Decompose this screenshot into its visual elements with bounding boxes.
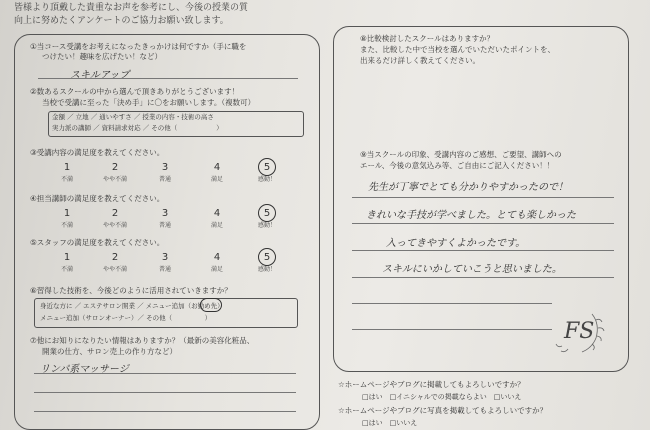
footer-q1-options: □はい □イニシャルでの掲載ならよい □いいえ	[362, 393, 522, 401]
scale-number: 4	[213, 162, 221, 173]
intro-text	[14, 2, 314, 28]
scale-label: 不満	[60, 222, 73, 229]
q7-line-2: 開業の仕方、サロン売上の作り方など）	[42, 347, 177, 356]
footer-q1-text: ☆ホームページやブログに掲載してもよろしいですか？	[338, 380, 525, 389]
q9-answer-line-5	[352, 303, 552, 304]
scale-label: 感動！	[257, 222, 276, 229]
scale-label: 不満	[60, 176, 73, 183]
scale-label: 満足	[210, 176, 223, 183]
q9-answer-line-3	[352, 250, 614, 251]
q8-line-2: また、比較した中で当校を選んでいただいたポイントを、	[360, 45, 555, 54]
selected-rating-circle	[258, 204, 276, 222]
q8-line-1: ⑧比較検討したスクールはありますか？	[360, 34, 495, 43]
intro-line-2: 向上に努めたくアンケートのご協力お願い致します。	[14, 16, 229, 26]
q9-line-2: エール、今後の意気込み等、ご自由にご記入ください！！	[360, 161, 555, 170]
q9-answer-line-4	[352, 277, 614, 278]
q1-answer-line	[38, 78, 298, 79]
q2-options-row-2: 実力派の講師 ／ 資料請求対応 ／ その他（ ）	[52, 124, 223, 132]
q9-line-1: ⑨当スクールの印象、受講内容のご感想、ご要望、講師への	[360, 150, 562, 159]
q2-options-row-1: 金額 ／ 立地 ／ 通いやすさ ／ 授業の内容・技術の高さ	[52, 113, 214, 121]
scale-number: 5	[263, 208, 271, 219]
q2-line-1: ②数あるスクールの中から選んで頂きありがとうございます！	[30, 87, 240, 96]
selected-rating-circle	[258, 158, 276, 176]
selected-rating-circle	[258, 248, 276, 266]
q9-answer-line-1	[352, 197, 614, 198]
q9-handwritten-answer-4: スキルにいかしていこうと思いました。	[382, 264, 562, 275]
q7-answer-line-1	[34, 373, 296, 374]
q8-line-3: 出来るだけ詳しく教えてください。	[360, 56, 480, 65]
scale-label: 感動！	[257, 176, 276, 183]
q4-rating-scale	[52, 208, 302, 234]
q5-text: ⑤スタッフの満足度を教えてください。	[30, 238, 165, 247]
q1-line-1: ①当コース受講をお考えになったきっかけは何ですか（手に職を	[30, 42, 247, 51]
selected-option-circle	[200, 298, 222, 312]
scale-number: 3	[161, 208, 169, 219]
scale-label: やや不満	[102, 222, 127, 229]
q9-answer-line-6	[352, 329, 552, 330]
scale-label: 満足	[210, 266, 223, 273]
scale-number: 4	[213, 252, 221, 263]
q7-answer-line-3	[34, 411, 296, 412]
scale-number: 1	[63, 208, 71, 219]
q7-answer-line-2	[34, 392, 296, 393]
scale-number: 2	[111, 208, 119, 219]
q9-handwritten-answer-3: 入ってきやすくよかったです。	[386, 238, 526, 249]
q1-handwritten-answer: スキルアップ	[70, 70, 130, 81]
footer-q2-options: □はい □いいえ	[362, 419, 418, 427]
scale-label: 普通	[158, 176, 171, 183]
scale-number: 2	[111, 252, 119, 263]
q6-options-row-1: 身近な方に ／ エステサロン開業 ／ メニュー追加（お勤め先）	[40, 302, 224, 310]
scale-label: 普通	[158, 222, 171, 229]
scale-number: 3	[161, 162, 169, 173]
q9-answer-line-2	[352, 223, 614, 224]
scale-number: 3	[161, 252, 169, 263]
logo-monogram-text: FS	[564, 319, 595, 344]
q4-text: ④担当講師の満足度を教えてください。	[30, 194, 165, 203]
q3-text: ③受講内容の満足度を教えてください。	[30, 148, 165, 157]
q5-rating-scale	[52, 252, 302, 278]
scale-label: やや不満	[102, 266, 127, 273]
scale-number: 1	[63, 162, 71, 173]
scale-label: やや不満	[102, 176, 127, 183]
scale-number: 2	[111, 162, 119, 173]
q1-line-2: つけたい！趣味を広げたい！など）	[42, 52, 162, 61]
scale-label: 不満	[60, 266, 73, 273]
footer-q2-text: ☆ホームページやブログに写真を掲載してもよろしいですか？	[338, 406, 548, 415]
fs-monogram-logo	[552, 306, 608, 356]
q6-options-row-2: メニュー追加（サロンオーナー）／ その他（ ）	[40, 314, 212, 322]
q9-handwritten-answer-2: きれいな手技が学べました。とても楽しかった	[366, 210, 576, 221]
q9-handwritten-answer-1: 先生が丁寧でとても分かりやすかったので！	[368, 182, 568, 193]
scale-number: 5	[263, 162, 271, 173]
q2-line-2: 当校で受講に至った「決め手」に〇をお願いします。（複数可）	[42, 98, 256, 107]
q6-text: ⑥習得した技術を、今後どのように活用されていきますか？	[30, 286, 232, 295]
q3-rating-scale	[52, 162, 302, 188]
scale-label: 満足	[210, 222, 223, 229]
intro-line-1: 皆様より頂戴した貴重なお声を参考にし、今後の授業の質	[14, 3, 249, 13]
scale-number: 5	[263, 252, 271, 263]
q7-handwritten-answer: リンパ系マッサージ	[40, 364, 129, 375]
scale-number: 1	[63, 252, 71, 263]
q7-line-1: ⑦他にお知りになりたい情報はありますか？（最新の美容化粧品、	[30, 336, 255, 345]
scale-number: 4	[213, 208, 221, 219]
scale-label: 普通	[158, 266, 171, 273]
scale-label: 感動！	[257, 266, 276, 273]
